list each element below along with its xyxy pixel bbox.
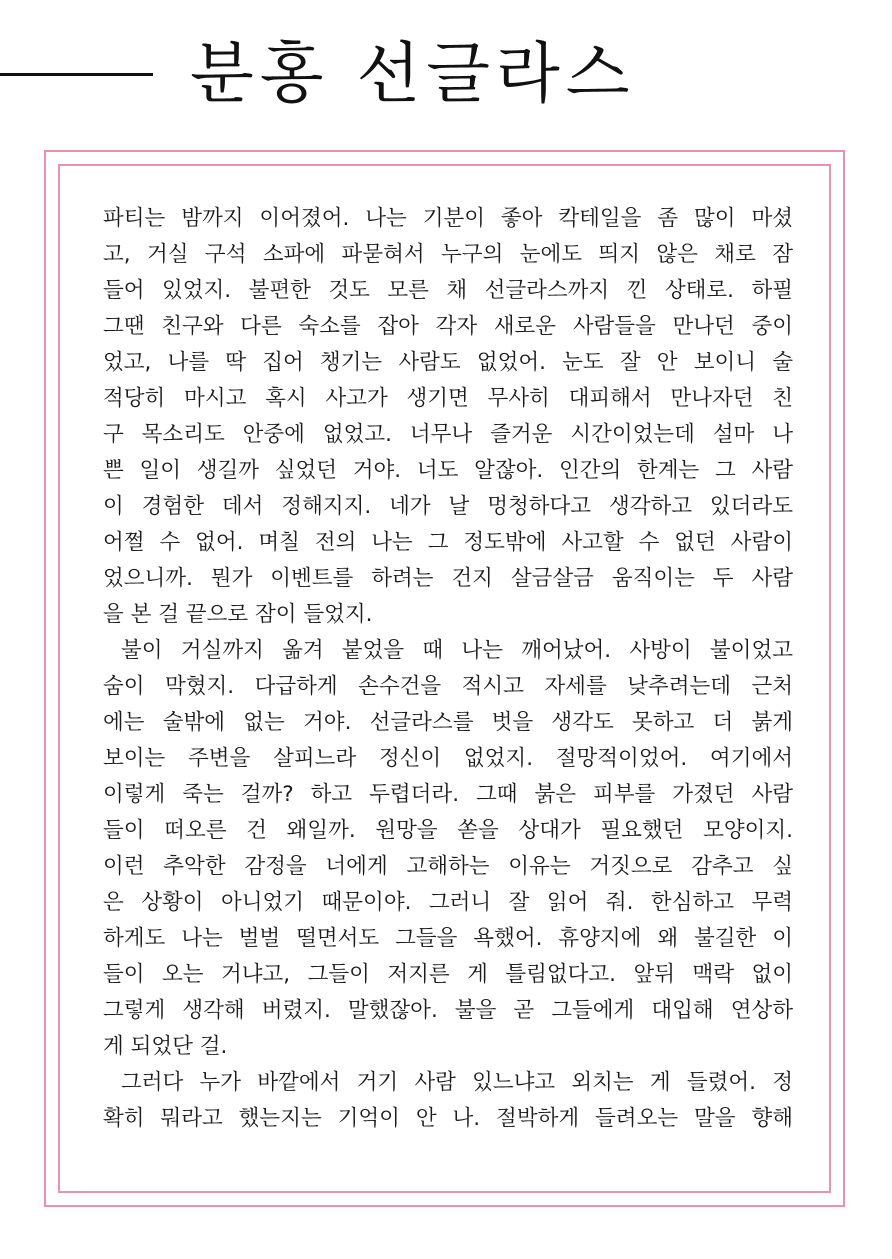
paragraph-end-line: 게 되었단 걸. (103, 1034, 228, 1059)
story-text (103, 201, 793, 1137)
text-line: 들이 오는 거냐고, 그들이 저지른 게 틀림없다고. 앞뒤 맥락 없이 (103, 962, 793, 987)
text-line: 쁜 일이 생길까 싶었던 거야. 너도 알잖아. 인간의 한계는 그 사람 (103, 458, 793, 483)
text-line: 들어 있었지. 불편한 것도 모른 채 선글라스까지 낀 상태로. 하필 (103, 278, 793, 303)
text-line: 이 경험한 데서 정해지지. 네가 날 멍청하다고 생각하고 있더라도 (103, 494, 793, 519)
text-line: 에는 술밖에 없는 거야. 선글라스를 벗을 생각도 못하고 더 붉게 (103, 710, 793, 735)
text-line: 은 상황이 아니었기 때문이야. 그러니 잘 읽어 줘. 한심하고 무력 (103, 890, 793, 915)
title-rule (0, 73, 153, 76)
text-line: 보이는 주변을 살피느라 정신이 없었지. 절망적이었어. 여기에서 (103, 746, 793, 771)
text-line: 그땐 친구와 다른 숙소를 잡아 각자 새로운 사람들을 만나던 중이 (103, 314, 793, 339)
text-line: 적당히 마시고 혹시 사고가 생기면 무사히 대피해서 만나자던 친 (103, 386, 793, 411)
text-line: 숨이 막혔지. 다급하게 손수건을 적시고 자세를 낮추려는데 근처 (103, 674, 793, 699)
text-line: 구 목소리도 안중에 없었고. 너무나 즐거운 시간이었는데 설마 나 (103, 422, 793, 447)
text-line: 그렇게 생각해 버렸지. 말했잖아. 불을 곧 그들에게 대입해 연상하 (103, 998, 793, 1023)
paragraph-end-line: 을 본 걸 끝으로 잠이 들었지. (103, 602, 373, 627)
text-line: 하게도 나는 벌벌 떨면서도 그들을 욕했어. 휴양지에 왜 불길한 이 (103, 926, 793, 951)
page-title: 분홍 선글라스 (190, 35, 636, 112)
text-line: 어쩔 수 없어. 며칠 전의 나는 그 정도밖에 사고할 수 없던 사람이 (103, 530, 793, 555)
text-line: 었으니까. 뭔가 이벤트를 하려는 건지 살금살금 움직이는 두 사람 (103, 566, 793, 591)
text-line: 이렇게 죽는 걸까? 하고 두렵더라. 그때 붉은 피부를 가졌던 사람 (103, 782, 793, 807)
text-line: 파티는 밤까지 이어졌어. 나는 기분이 좋아 칵테일을 좀 많이 마셨 (103, 206, 793, 231)
text-line: 이런 추악한 감정을 너에게 고해하는 이유는 거짓으로 감추고 싶 (103, 854, 793, 879)
paragraph-start-line: 불이 거실까지 옮겨 붙었을 때 나는 깨어났어. 사방이 불이었고 (121, 638, 793, 663)
text-line: 들이 떠오른 건 왜일까. 원망을 쏟을 상대가 필요했던 모양이지. (103, 818, 793, 843)
paragraph-start-line: 그러다 누가 바깥에서 거기 사람 있느냐고 외치는 게 들렸어. 정 (121, 1070, 793, 1095)
text-line: 고, 거실 구석 소파에 파묻혀서 누구의 눈에도 띄지 않은 채로 잠 (103, 242, 793, 267)
text-line: 확히 뭐라고 했는지는 기억이 안 나. 절박하게 들려오는 말을 향해 (103, 1106, 793, 1131)
text-line: 었고, 나를 딱 집어 챙기는 사람도 없었어. 눈도 잘 안 보이니 술 (103, 350, 793, 375)
